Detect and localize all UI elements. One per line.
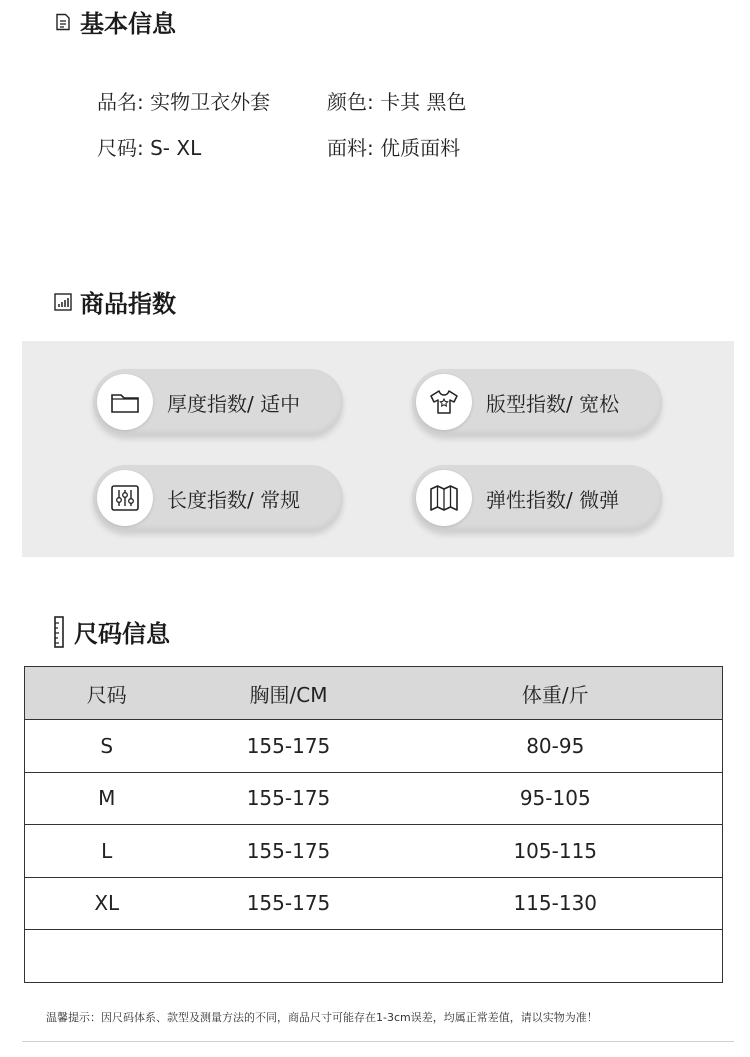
bar-chart-icon — [54, 293, 72, 311]
size-value: S- XL — [150, 136, 202, 160]
fit-index-label: 版型指数/ 宽松 — [486, 391, 620, 416]
tshirt-icon — [416, 374, 472, 430]
size-cell: M — [25, 772, 189, 825]
index-panel — [22, 341, 734, 557]
chest-cell: 155-175 — [189, 720, 389, 773]
thickness-index-pill — [93, 369, 343, 435]
header-chest: 胸围/CM — [189, 667, 389, 720]
length-index-label: 长度指数/ 常规 — [167, 487, 301, 512]
elasticity-index-label: 弹性指数/ 微弹 — [486, 487, 620, 512]
size-info-title: 尺码信息 — [74, 620, 170, 648]
product-name-label: 品名: — [97, 90, 144, 114]
table-row — [25, 772, 723, 825]
weight-cell: 115-130 — [389, 877, 723, 930]
size-cell: XL — [25, 877, 189, 930]
fold-map-icon — [416, 470, 472, 526]
size-table-header — [25, 667, 723, 720]
weight-cell — [389, 930, 723, 983]
size-info-heading — [52, 614, 170, 649]
size-note: 温馨提示：因尺码体系、款型及测量方法的不同，商品尺寸可能存在1-3cm误差，均属正常差值，请以实物为准！ — [46, 1011, 598, 1024]
chest-cell: 155-175 — [189, 877, 389, 930]
index-heading — [54, 284, 176, 319]
chest-cell — [189, 930, 389, 983]
basic-info-heading — [54, 4, 176, 39]
table-row — [25, 930, 723, 983]
weight-cell: 95-105 — [389, 772, 723, 825]
header-weight: 体重/斤 — [389, 667, 723, 720]
chest-cell: 155-175 — [189, 825, 389, 878]
length-index-pill — [93, 465, 343, 531]
size-cell — [25, 930, 189, 983]
divider — [22, 1041, 734, 1042]
folder-icon — [97, 374, 153, 430]
size-table — [24, 666, 723, 983]
chest-cell: 155-175 — [189, 772, 389, 825]
table-row — [25, 720, 723, 773]
document-icon — [54, 13, 72, 31]
fabric-label: 面料: — [327, 136, 374, 160]
color-row — [327, 86, 466, 115]
sliders-icon — [97, 470, 153, 526]
color-value: 卡其 黑色 — [380, 90, 467, 114]
header-size: 尺码 — [25, 667, 189, 720]
weight-cell: 105-115 — [389, 825, 723, 878]
weight-cell: 80-95 — [389, 720, 723, 773]
basic-info-title: 基本信息 — [80, 10, 176, 38]
size-cell: L — [25, 825, 189, 878]
fabric-value: 优质面料 — [380, 136, 461, 160]
elasticity-index-pill — [412, 465, 662, 531]
fit-index-pill — [412, 369, 662, 435]
size-label: 尺码: — [97, 136, 144, 160]
ruler-icon — [52, 616, 66, 648]
product-name-value: 实物卫衣外套 — [150, 90, 271, 114]
index-title: 商品指数 — [80, 290, 176, 318]
size-row — [97, 132, 201, 161]
fabric-row — [327, 132, 460, 161]
table-row — [25, 825, 723, 878]
size-cell: S — [25, 720, 189, 773]
table-row — [25, 877, 723, 930]
product-name-row — [97, 86, 270, 115]
thickness-index-label: 厚度指数/ 适中 — [167, 391, 301, 416]
color-label: 颜色: — [327, 90, 374, 114]
